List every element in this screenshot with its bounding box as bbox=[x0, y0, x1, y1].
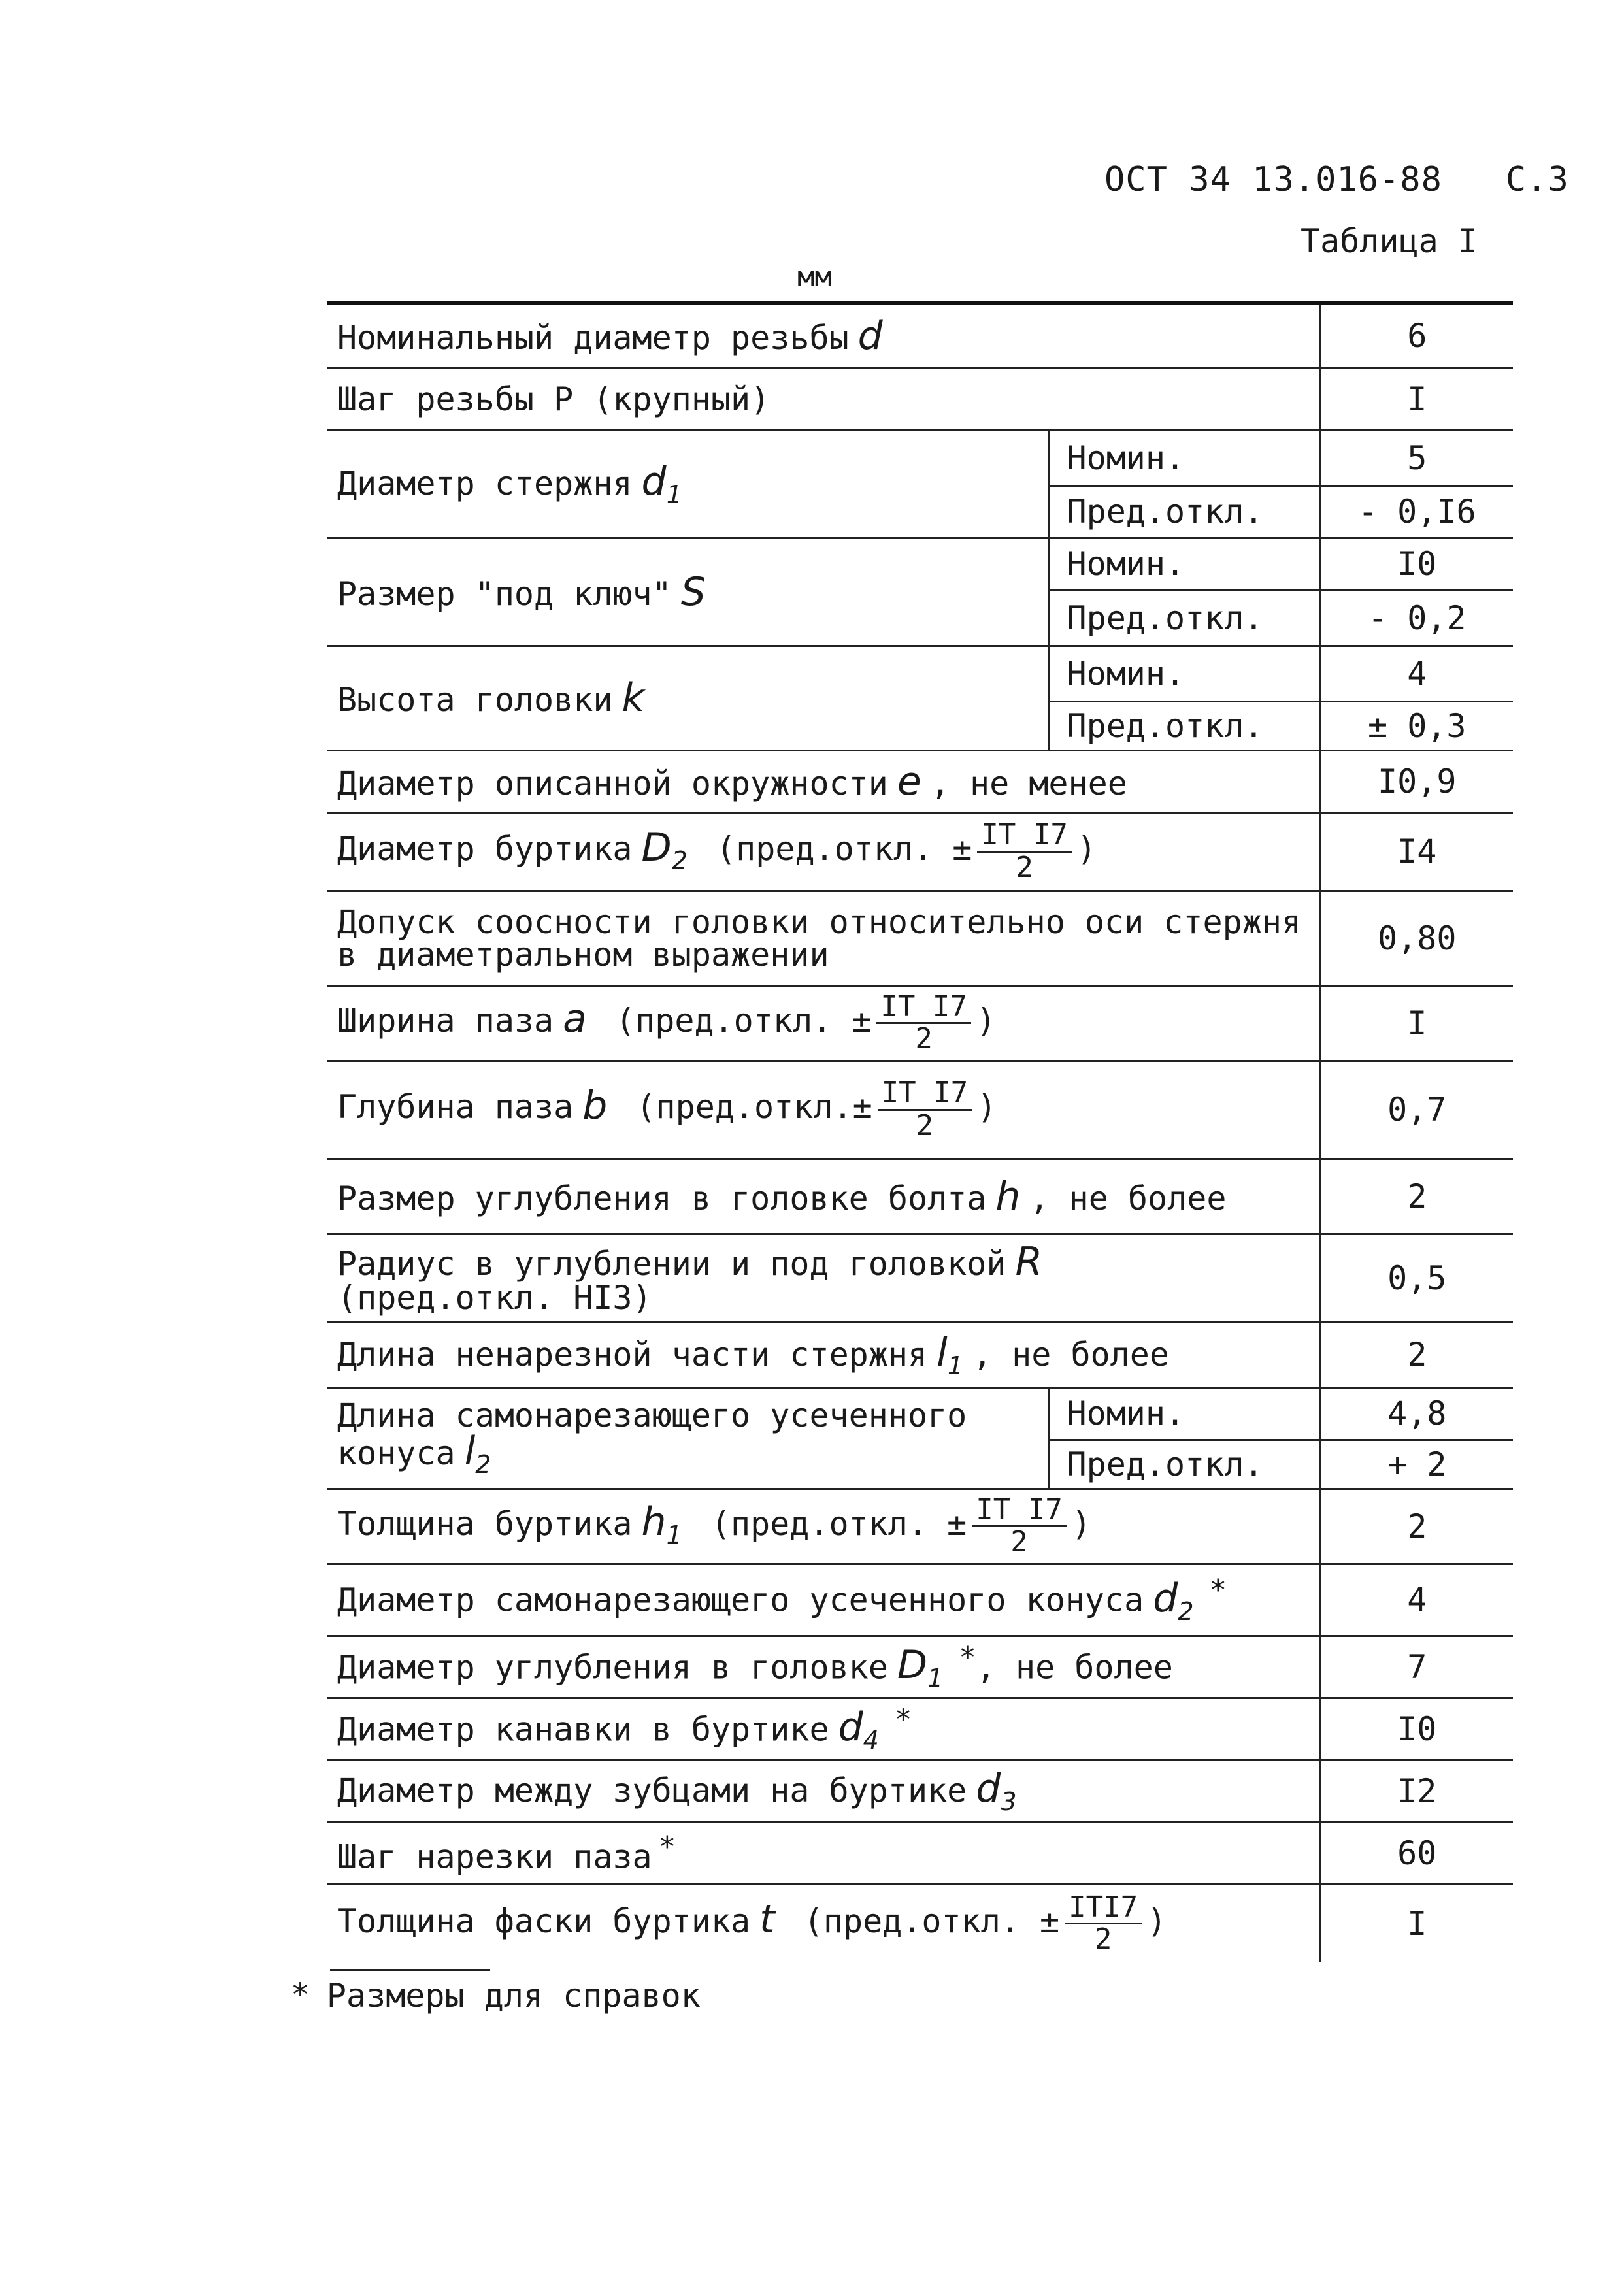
deviation-label: Пред.откл. bbox=[1049, 701, 1320, 750]
row-value: 2 bbox=[1320, 1159, 1513, 1234]
table-row bbox=[327, 1061, 1513, 1159]
symbol: k bbox=[621, 675, 645, 721]
row-label: Длина ненарезной части стержня $l_1$ , не более bbox=[327, 1322, 1320, 1387]
deviation-label: Пред.откл. bbox=[1049, 486, 1320, 538]
row-value: I4 bbox=[1320, 812, 1513, 891]
row-label: Допуск соосности головки относительно оси стержня в диаметральном выражении bbox=[327, 891, 1320, 985]
units-label: мм bbox=[797, 260, 832, 293]
page-number: С.3 bbox=[1505, 160, 1569, 199]
row-label: Размер "под ключ" S bbox=[327, 538, 1049, 646]
symbol: h bbox=[995, 1173, 1021, 1219]
row-label: Диаметр буртика $D_2$ (пред.откл. ± $\frac{\text{IT I7}}{2}$ ) bbox=[327, 812, 1320, 891]
deviation-value: - 0,I6 bbox=[1320, 486, 1513, 538]
row-label: Глубина паза b (пред.откл.± $\frac{\text{IT I7}}{2}$ ) bbox=[327, 1061, 1320, 1159]
symbol: $d_2$ bbox=[1153, 1575, 1194, 1626]
symbol: S bbox=[680, 569, 706, 615]
deviation-label: Пред.откл. bbox=[1049, 1440, 1320, 1489]
deviation-value: - 0,2 bbox=[1320, 590, 1513, 646]
reference-asterisk: * bbox=[894, 1702, 912, 1736]
table-row bbox=[327, 1822, 1513, 1884]
row-value: I2 bbox=[1320, 1760, 1513, 1822]
table-row bbox=[327, 1884, 1513, 1962]
symbol: $h_1$ bbox=[641, 1499, 682, 1549]
row-label: Шаг резьбы Р (крупный) bbox=[327, 368, 1320, 430]
deviation-value: + 2 bbox=[1320, 1440, 1513, 1489]
row-value: 7 bbox=[1320, 1636, 1513, 1698]
symbol: d bbox=[857, 312, 883, 359]
table-row bbox=[327, 985, 1513, 1061]
table-row bbox=[327, 1698, 1513, 1760]
row-label: Диаметр канавки в буртике $d_4*$ bbox=[327, 1698, 1320, 1760]
symbol: $d_1$ bbox=[641, 459, 682, 509]
symbol: e bbox=[897, 758, 921, 804]
table-row bbox=[327, 538, 1513, 590]
symbol: a bbox=[563, 996, 587, 1042]
row-label: Радиус в углублении и под головкой R (пред.откл. HI3) bbox=[327, 1234, 1320, 1322]
symbol: t bbox=[759, 1896, 775, 1943]
footnote-divider bbox=[330, 1969, 490, 1971]
symbol: $d_4$ bbox=[838, 1704, 879, 1755]
deviation-value: ± 0,3 bbox=[1320, 701, 1513, 750]
row-value: 2 bbox=[1320, 1489, 1513, 1564]
row-label: Диаметр описанной окружности e , не менее bbox=[327, 750, 1320, 812]
row-label: Диаметр углубления в головке $D_1*$, не более bbox=[327, 1636, 1320, 1698]
table-row bbox=[327, 430, 1513, 486]
row-label: Высота головки k bbox=[327, 646, 1049, 750]
tolerance-fraction: $\frac{\text{IT I7}}{2}$ bbox=[972, 1495, 1066, 1557]
tolerance-fraction: $\frac{\text{IT I7}}{2}$ bbox=[876, 992, 970, 1054]
symbol: $d_3$ bbox=[976, 1766, 1017, 1816]
symbol: $l_1$ bbox=[936, 1329, 963, 1380]
table-row bbox=[327, 891, 1513, 985]
row-value: 0,7 bbox=[1320, 1061, 1513, 1159]
reference-asterisk: * bbox=[658, 1830, 676, 1864]
row-value: I0 bbox=[1320, 1698, 1513, 1760]
nominal-label: Номин. bbox=[1049, 646, 1320, 701]
row-label: Ширина паза a (пред.откл. ± $\frac{\text{IT I7}}{2}$ ) bbox=[327, 985, 1320, 1061]
deviation-label: Пред.откл. bbox=[1049, 590, 1320, 646]
nominal-label: Номин. bbox=[1049, 538, 1320, 590]
nominal-value: 5 bbox=[1320, 430, 1513, 486]
table-row bbox=[327, 1489, 1513, 1564]
row-value: 6 bbox=[1320, 303, 1513, 368]
table-row bbox=[327, 1159, 1513, 1234]
reference-asterisk: * bbox=[959, 1640, 976, 1674]
row-value: 4 bbox=[1320, 1564, 1513, 1636]
row-label: Длина самонарезающего усеченного конуса $l_2$ bbox=[327, 1387, 1049, 1489]
table-row bbox=[327, 812, 1513, 891]
row-value: 60 bbox=[1320, 1822, 1513, 1884]
row-value: 2 bbox=[1320, 1322, 1513, 1387]
table-row bbox=[327, 368, 1513, 430]
footnote-text: Размеры для справок bbox=[326, 1977, 701, 2015]
row-value: I0,9 bbox=[1320, 750, 1513, 812]
symbol: $D_2$ bbox=[641, 824, 688, 875]
table-row bbox=[327, 1322, 1513, 1387]
symbol: R bbox=[1015, 1238, 1043, 1285]
row-value: I bbox=[1320, 985, 1513, 1061]
table-row bbox=[327, 646, 1513, 701]
table-row bbox=[327, 1234, 1513, 1322]
nominal-label: Номин. bbox=[1049, 1387, 1320, 1440]
table-row bbox=[327, 1760, 1513, 1822]
tolerance-fraction: $\frac{\text{ITI7}}{2}$ bbox=[1065, 1892, 1142, 1955]
row-label: Диаметр между зубцами на буртике $d_3$ bbox=[327, 1760, 1320, 1822]
row-value: I bbox=[1320, 368, 1513, 430]
document-code bbox=[1104, 160, 1569, 199]
row-label: Толщина буртика $h_1$ (пред.откл. ± $\frac{\text{IT I7}}{2}$ ) bbox=[327, 1489, 1320, 1564]
reference-asterisk: * bbox=[1209, 1574, 1227, 1608]
table-row bbox=[327, 750, 1513, 812]
tolerance-fraction: $\frac{\text{IT I7}}{2}$ bbox=[977, 820, 1071, 882]
nominal-value: 4 bbox=[1320, 646, 1513, 701]
row-label: Шаг нарезки паза * bbox=[327, 1822, 1320, 1884]
row-value: 0,5 bbox=[1320, 1234, 1513, 1322]
nominal-label: Номин. bbox=[1049, 430, 1320, 486]
table-row bbox=[327, 303, 1513, 368]
symbol: b bbox=[582, 1082, 608, 1129]
table-row bbox=[327, 1564, 1513, 1636]
footnote-marker: * bbox=[291, 1977, 310, 2013]
nominal-value: 4,8 bbox=[1320, 1387, 1513, 1440]
symbol: $l_2$ bbox=[464, 1428, 491, 1479]
document-code-text: ОСТ 34 13.016-88 bbox=[1104, 160, 1442, 199]
row-label: Размер углубления в головке болта h , не более bbox=[327, 1159, 1320, 1234]
table-row bbox=[327, 1387, 1513, 1440]
symbol: $D_1$ bbox=[897, 1642, 944, 1693]
table-title: Таблица I bbox=[1301, 222, 1478, 260]
row-label: Диаметр стержня $d_1$ bbox=[327, 430, 1049, 538]
row-label: Диаметр самонарезающего усеченного конуса $d_2*$ bbox=[327, 1564, 1320, 1636]
row-label: Номинальный диаметр резьбы d bbox=[327, 303, 1320, 368]
table-row bbox=[327, 1636, 1513, 1698]
nominal-value: I0 bbox=[1320, 538, 1513, 590]
row-value: I bbox=[1320, 1884, 1513, 1962]
tolerance-fraction: $\frac{\text{IT I7}}{2}$ bbox=[878, 1078, 972, 1140]
footnote bbox=[291, 1977, 701, 2015]
dimensions-table bbox=[327, 301, 1513, 1962]
row-label: Толщина фаски буртика t (пред.откл. ± $\frac{\text{ITI7}}{2}$ ) bbox=[327, 1884, 1320, 1962]
row-value: 0,80 bbox=[1320, 891, 1513, 985]
